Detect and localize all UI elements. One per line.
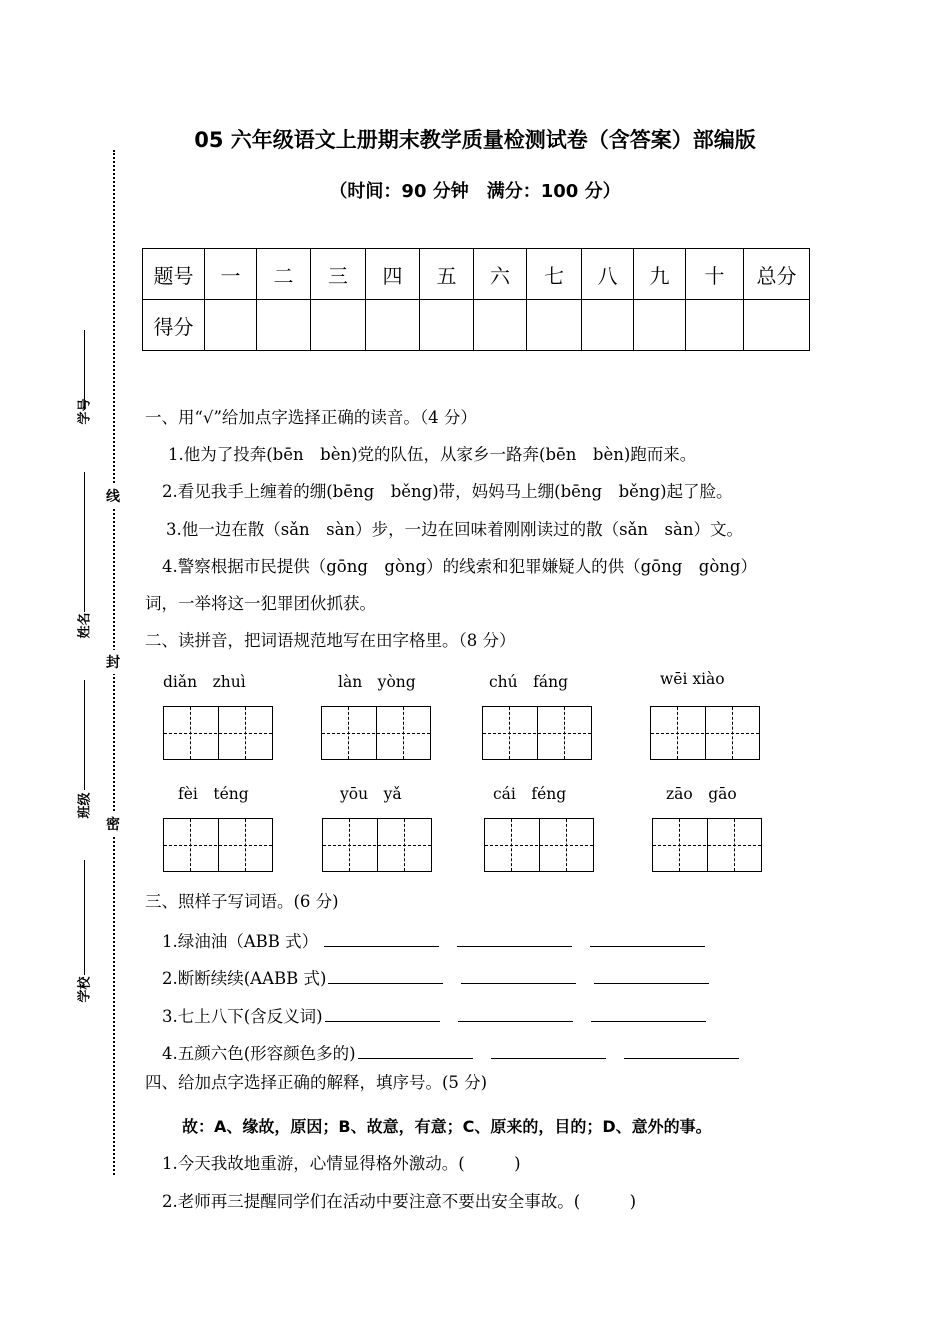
pinyin-label: làn yòng bbox=[338, 673, 416, 691]
header-cell: 题号 bbox=[143, 249, 205, 300]
section1-item-4-cont: 词，一举将这一犯罪团伙抓获。 bbox=[145, 594, 376, 613]
section3-item-4-text: 4.五颜六色(形容颜色多的) bbox=[162, 1044, 356, 1063]
score-cell[interactable] bbox=[366, 300, 420, 351]
score-cell[interactable] bbox=[686, 300, 744, 351]
pinyin-label: cái féng bbox=[493, 785, 567, 803]
answer-blank[interactable] bbox=[328, 969, 443, 984]
score-cell[interactable] bbox=[634, 300, 686, 351]
answer-blank[interactable] bbox=[324, 932, 439, 947]
page-subtitle: （时间：90 分钟 满分：100 分） bbox=[329, 181, 621, 202]
pinyin-label: yōu yǎ bbox=[340, 785, 402, 803]
pinyin-label: chú fáng bbox=[489, 673, 569, 691]
header-cell: 四 bbox=[366, 249, 420, 300]
header-cell: 总分 bbox=[744, 249, 810, 300]
section3-item-2-text: 2.断断续续(AABB 式) bbox=[162, 969, 327, 988]
section2-heading: 二、读拼音，把词语规范地写在田字格里。（8 分） bbox=[145, 631, 516, 650]
tianzige-box[interactable] bbox=[482, 706, 592, 760]
answer-blank[interactable] bbox=[358, 1044, 473, 1059]
tianzige-box[interactable] bbox=[484, 818, 594, 872]
score-cell[interactable] bbox=[311, 300, 366, 351]
header-cell: 九 bbox=[634, 249, 686, 300]
section4-options: 故：A、缘故，原因；B、故意，有意；C、原来的，目的；D、意外的事。 bbox=[182, 1117, 712, 1136]
answer-blank[interactable] bbox=[591, 1007, 706, 1022]
school-line bbox=[84, 860, 85, 975]
score-cell[interactable] bbox=[527, 300, 582, 351]
header-cell: 五 bbox=[420, 249, 474, 300]
section1-item-2: 2.看见我手上缠着的绷(bēng běng)带，妈妈马上绷(bēng běng)起了脸。 bbox=[162, 482, 733, 501]
section3-item-3-text: 3.七上八下(含反义词) bbox=[162, 1007, 323, 1026]
section3-item-4 bbox=[162, 1044, 757, 1063]
binding-word-feng: 封 bbox=[106, 650, 120, 674]
section1-heading: 一、用“√”给加点字选择正确的读音。（4 分） bbox=[145, 408, 477, 427]
section1-item-4: 4.警察根据市民提供（gōng gòng）的线索和犯罪嫌疑人的供（gōng gòng） bbox=[162, 557, 757, 576]
section1-item-3: 3.他一边在散（sǎn sàn）步，一边在回味着刚刚读过的散（sǎn sàn）文。 bbox=[166, 520, 743, 539]
pinyin-label: diǎn zhuì bbox=[163, 673, 246, 691]
section3-item-1-text: 1.绿油油（ABB 式） bbox=[162, 932, 319, 951]
section4-heading: 四、给加点字选择正确的解释，填序号。(5 分) bbox=[145, 1073, 488, 1092]
tianzige-box[interactable] bbox=[652, 818, 762, 872]
answer-blank[interactable] bbox=[624, 1044, 739, 1059]
name-label: 姓名 bbox=[77, 612, 93, 639]
score-cell[interactable] bbox=[582, 300, 634, 351]
student-id-label: 学号 bbox=[77, 398, 93, 425]
tianzige-box[interactable] bbox=[650, 706, 760, 760]
score-table-header-row bbox=[143, 249, 810, 300]
section3-item-2 bbox=[162, 969, 727, 988]
score-cell[interactable] bbox=[474, 300, 527, 351]
pinyin-label: fèi téng bbox=[178, 785, 249, 803]
header-cell: 十 bbox=[686, 249, 744, 300]
tianzige-box[interactable] bbox=[321, 706, 431, 760]
school-label: 学校 bbox=[77, 976, 93, 1003]
tianzige-box[interactable] bbox=[163, 818, 273, 872]
page-title: 05 六年级语文上册期末教学质量检测试卷（含答案）部编版 bbox=[194, 128, 756, 152]
score-cell[interactable] bbox=[257, 300, 311, 351]
header-cell: 一 bbox=[205, 249, 257, 300]
section4-item-2: 2.老师再三提醒同学们在活动中要注意不要出安全事故。( ) bbox=[162, 1192, 637, 1211]
score-cell[interactable] bbox=[205, 300, 257, 351]
answer-blank[interactable] bbox=[457, 932, 572, 947]
score-table bbox=[142, 248, 810, 351]
pinyin-label: wēi xiào bbox=[660, 670, 725, 688]
name-line bbox=[84, 472, 85, 612]
section3-heading: 三、照样子写词语。(6 分) bbox=[145, 892, 339, 911]
score-cell[interactable] bbox=[420, 300, 474, 351]
header-cell: 二 bbox=[257, 249, 311, 300]
binding-word-mi: 密 bbox=[106, 812, 120, 836]
tianzige-box[interactable] bbox=[163, 706, 273, 760]
section4-item-1: 1.今天我故地重游，心情显得格外激动。( ) bbox=[162, 1154, 521, 1173]
section1-item-1: 1.他为了投奔(bēn bèn)党的队伍，从家乡一路奔(bēn bèn)跑而来。 bbox=[168, 445, 697, 464]
score-table-score-row bbox=[143, 300, 810, 351]
score-cell[interactable] bbox=[744, 300, 810, 351]
answer-blank[interactable] bbox=[458, 1007, 573, 1022]
section3-item-3 bbox=[162, 1007, 724, 1026]
answer-blank[interactable] bbox=[594, 969, 709, 984]
binding-word-xian: 线 bbox=[106, 484, 120, 508]
section3-item-1 bbox=[162, 932, 723, 951]
class-label: 班级 bbox=[77, 792, 93, 819]
header-cell: 七 bbox=[527, 249, 582, 300]
class-line bbox=[84, 680, 85, 790]
pinyin-label: zāo gāo bbox=[666, 785, 737, 803]
header-cell: 六 bbox=[474, 249, 527, 300]
answer-blank[interactable] bbox=[491, 1044, 606, 1059]
tianzige-box[interactable] bbox=[322, 818, 432, 872]
header-cell: 三 bbox=[311, 249, 366, 300]
header-cell: 八 bbox=[582, 249, 634, 300]
score-row-label: 得分 bbox=[143, 300, 205, 351]
answer-blank[interactable] bbox=[325, 1007, 440, 1022]
answer-blank[interactable] bbox=[590, 932, 705, 947]
answer-blank[interactable] bbox=[461, 969, 576, 984]
